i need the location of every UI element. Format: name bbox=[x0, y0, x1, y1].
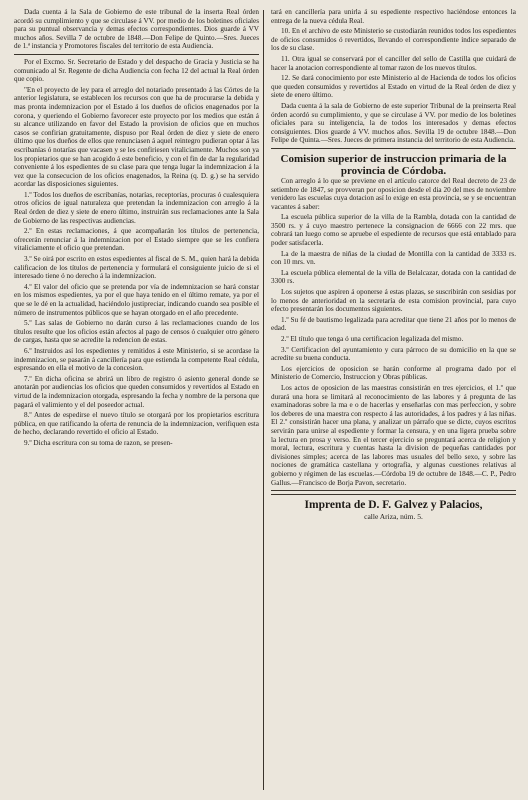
section-paragraph: La de la maestra de niñas de la ciudad de Montilla con la cantidad de 3333 rs. con 10 mrs. vn. bbox=[271, 249, 516, 267]
article-12: 12. Se dará conocimiento por este Ministerio al de Hacienda de todos los oficios que queden consumidos y revertidos al Estado en virtud de la Real órden de diez y siete de enero último. bbox=[271, 74, 516, 100]
section-paragraph: Los ejercicios de oposicion se harán conforme al programa dado por el Ministerio de Comercio, Instruccion y Obras públicas. bbox=[271, 364, 516, 382]
article-4: 4.º El valor del oficio que se pretenda por vía de indemnizacion se hará constar en los mismos espedientes, ya por el que haya tenido en el último remate, ya por el que se le dé en la actualidad, haciéndolo justipreciar, indicando cuando sea posible el número de instrumentos públicos que se hayan otorgado en el año precedente. bbox=[14, 282, 259, 317]
right-column bbox=[271, 8, 516, 792]
section-paragraph: La escuela pública superior de la villa de la Rambla, dotada con la cantidad de 3500 rs. y á cuyo maestro pertenece la consignacion de 6666 con 22 mrs. que cobrará tan luego como se apruebe el espediente de recursos que está entablado para poder satisfacerla. bbox=[271, 213, 516, 248]
article-3: 3.º Se oirá por escrito en estos espedientes al fiscal de S. M., quien hará la debida calificacion de los títulos de pertenencia y formulará el consiguiente juicio de si el interesado tiene ó no derecho á la indemnizacion. bbox=[14, 255, 259, 281]
imprint-address: calle Ariza, núm. 5. bbox=[364, 512, 423, 522]
separator-rule bbox=[14, 54, 259, 55]
separator-rule bbox=[271, 148, 516, 149]
imprint-rule bbox=[271, 490, 516, 495]
column-divider bbox=[263, 10, 264, 790]
section-paragraph: 1.º Su fé de bautismo legalizada para acreditar que tiene 21 años por lo menos de edad. bbox=[271, 315, 516, 333]
paragraph-closing-note: Dada cuenta á la Sala de Gobierno de este tribunal de la inserta Real órden acordó su cumplimiento y que se circulase á VV. por medio de los boletines oficiales para su puntual observancia y demas efectos correspondientes. Dios guarde á VV muchos años. Sevilla 7 de octubre de 1848.—Don Felipe de Quinto.—Sres. Jueces de 1.ª instancia y Promotores fiscales del territorio de esta Audiencia. bbox=[14, 8, 259, 51]
left-column bbox=[14, 8, 259, 792]
section-paragraph: La escuela pública elemental de la villa de Belalcazar, dotada con la cantidad de 3300 rs. bbox=[271, 268, 516, 286]
article-1: 1.º Todos los dueños de escribanías, notarías, receptorías, procuras ó cualesquiera otros oficios de igual naturaleza que pretendan la indemnizacion con arreglo á la Real órden de diez y siete de enero último, instruirán sus reclamaciones ante la Sala de Gobierno de las respectivas audiencias. bbox=[14, 190, 259, 225]
section-paragraph: 3.º Certificacion del ayuntamiento y cura párroco de su domicilio en la que se acredite su buena conducta. bbox=[271, 345, 516, 363]
article-5: 5.º Las salas de Gobierno no darán curso á las reclamaciones cuando de los títulos resulte que los oficios están afectos al pago de censos ó cualquier otro género de cargas, hasta que se acredite la redencion de estas. bbox=[14, 319, 259, 345]
article-7: 7.º En dicha oficina se abrirá un libro de registro ó asiento general donde se anotarán por audiencias los oficios que queden consumidos y revertidos al Estado en virtud de la indemnizacion otorgada, espresando la fecha y nombre de la persona que pagará el valimiento y el del poseedor actual. bbox=[14, 374, 259, 409]
imprint-title: Imprenta de D. F. Galvez y Palacios, bbox=[304, 499, 483, 512]
section-paragraph: Los sujetos que aspiren á oponerse á estas plazas, se suscribirán con sesidias por lo menos de anterioridad en la secretaría de esta comision provincial, para cuyo efecto presentarán los documentos siguientes. bbox=[271, 288, 516, 314]
article-10: 10. En el archivo de este Ministerio se custodiarán reunidos todos los espedientes de oficios consumidos ó revertidos, llevando el correspondiente índice separado de los de su clase. bbox=[271, 27, 516, 53]
article-11: 11. Otra igual se conservará por el canciller del sello de Castilla que cuidará de hacer la anotacion correspondiente al tomar razon de los nuevos títulos. bbox=[271, 54, 516, 72]
paragraph-closing-note-2: Dada cuenta á la sala de Gobierno de este superior Tribunal de la preinserta Real órden acordó su cumplimiento, y que se circulase á VV. por medio de los boletines oficiales para su inteligencia, la de todos los interesados y demas efectos consiguientes. Dios guarde á VV. muchos años. Sevilla 19 de octubre 1848.—Don Felipe de Quinta.—Sres. Jueces de primera instancia del territorio de esta Audiencia. bbox=[271, 101, 516, 145]
section-paragraph: Con arreglo á lo que se previene en el artículo catorce del Real decreto de 23 de setiembre de 1847, se provveran por oposicion desde el dia 20 del mes de noviembre venidero las escuelas cuya dotacion así lo exige en esta provincia, se y se encuentran vacantes á saber: bbox=[271, 176, 516, 211]
article-6: 6.º Instruidos así los espedientes y remitidos á este Ministerio, si se acordase la indemnizacion, se pasarán á cancillería para que estienda la competente Real cédula, espresando en ella el motivo de la concesion. bbox=[14, 346, 259, 373]
article-8: 8.º Antes de espedirse el nuevo título se otorgará por los propietarios escritura pública, en que ratificando la oferta de renuncia de la indemnizacion, verifiquen esta de hecho, declarando revertido el oficio al Estado. bbox=[14, 411, 259, 437]
section-title: Comision superior de instruccion primaria de la provincia de Córdoba. bbox=[280, 152, 507, 177]
article-2: 2.º En estas reclamaciones, á que acompañarán los títulos de pertenencia, ofrecerán renunciar á la indemnizacion por el Estado siempre que se les confiera vitaliciamente el oficio que pretendan. bbox=[14, 227, 259, 253]
section-paragraph: Los actos de oposicion de las maestras consistirán en tres ejercicios, el 1.º que durará una hora se limitará al reconocimiento de las labores y á pregunta de las examinadoras sobre la ma e o de hacerlas y enseñarlas con mas perfeccion, y sobre los deberes de una maestra con respecto á las autoridades, á los padres y á las niñas. El 2.º consistirán hacer una plana, y analizar un párrafo que se dicte, cuyos escritos servirán para unirse al espediente y formar la censura, y en una ligera prueba sobre la lectura en prosa y verso. En el tercer ejercicio se preguntará acerca de religion y moral, lectura, escritura y cuentas hasta la division de pequeñas cantidades por divisiones simples; acerca de las labores mas usuales del bello sexo, y sobre las nociones de gramática castellana y ortografía, y algunas cuestiones relativas al gobierno y régimen de las escuelas.—Córdoba 19 de octubre de 1848.—C. P., Pedro Gallus.—Francisco de Borja Pavon, secretario. bbox=[271, 383, 516, 487]
paragraph-preamble: "En el proyecto de ley para el arreglo del notariado presentado á las Córtes de la anterior legislatura, se establecen los recursos con que ha de procurarse la debida y mas pronta indemnizacion por el Estado á los dueños de oficios enagenados por la corona, y queriendo el Gobierno favorecer este proyecto por los medios que están á su alcance utilizando en favor del Estado la provision de oficios que en muchos casos se confirian gratuitamente, dispuso por Real órden de diez y siete de enero último que los dueños de ellos que renunciasen á aquel reintegro pudieran optar á las escribanías ó notarías que vacasen y se les confiriesen vitaliciamente. Muchos son ya los propietarios que se han acogido á este beneficio, y con el fin de dar la regularidad conveniente á los espedientes de su clase para que tenga lugar la indemnizacion á la vez que la consecucion de los oficios enagenados, la Reina (q. D. g.) se ha servido acordar las disposiciones siguientes. bbox=[14, 85, 259, 189]
article-9: 9.º Dicha escritura con su toma de razon, se presen- bbox=[24, 438, 173, 447]
article-9-continued: tará en cancillería para unirla á su espediente respectivo haciéndose entonces la entrega de la nueva cédula Real. bbox=[271, 8, 516, 25]
section-paragraph: 2.º El título que tenga ó una certificacion legalizada del mismo. bbox=[281, 335, 464, 343]
paragraph-intro: Por el Excmo. Sr. Secretario de Estado y del despacho de Gracia y Justicia se ha comunicado al Sr. Regente de dicha Audiencia con fecha 12 del actual la Real órden que copio. bbox=[14, 57, 259, 84]
